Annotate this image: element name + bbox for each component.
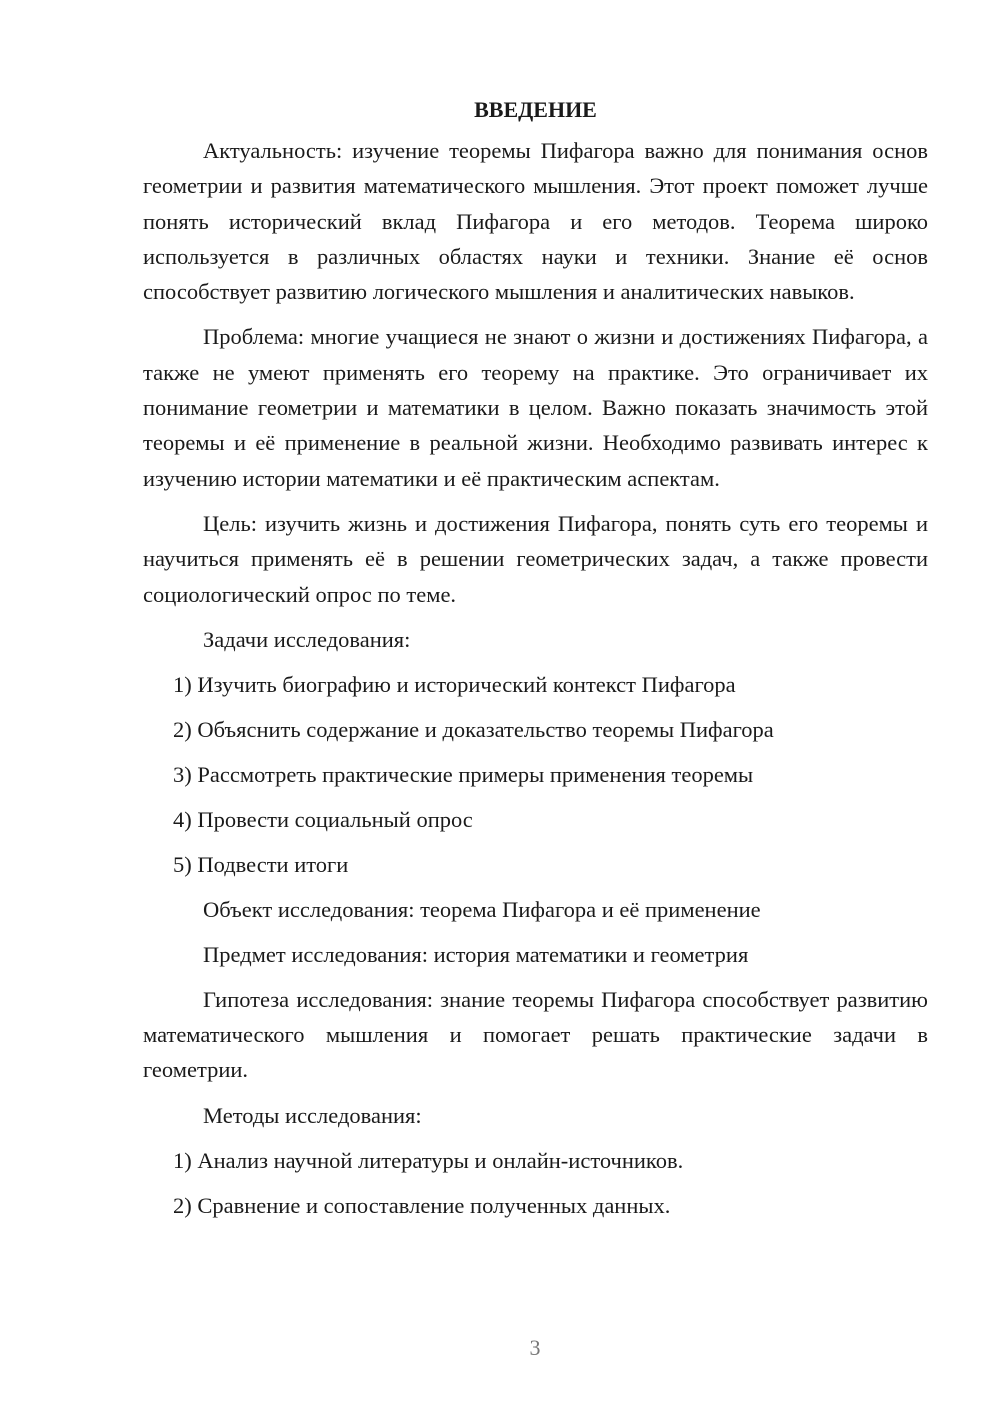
task-item-5: 5) Подвести итоги xyxy=(173,851,349,877)
page-number: 3 xyxy=(529,1335,541,1360)
goal-paragraph: Цель: изучить жизнь и достижения Пифагора, понять суть его теоремы и научиться применять её в решении геометрических задач, а также провести социологический опрос по теме. xyxy=(143,510,928,607)
research-object: Объект исследования: теорема Пифагора и её применение xyxy=(203,896,761,922)
task-item-3: 3) Рассмотреть практические примеры применения теоремы xyxy=(173,761,754,787)
tasks-heading: Задачи исследования: xyxy=(203,626,411,652)
relevance-paragraph: Актуальность: изучение теоремы Пифагора важно для понимания основ геометрии и развития математического мышления. Этот проект поможет лучше понять исторический вклад Пифагора и его методов. Теорема широко используется в различных областях науки и техники. Знание её основ способствует развитию логического мышления и аналитических навыков. xyxy=(143,138,928,305)
problem-paragraph: Проблема: многие учащиеся не знают о жизни и достижениях Пифагора, а также не умеют применять его теорему на практике. Это ограничивает их понимание геометрии и математики в целом. Важно показать значимость этой теоремы и её применение в реальной жизни. Необходимо развивать интерес к изучению истории математики и её практическим аспектам. xyxy=(143,324,928,491)
research-subject: Предмет исследования: история математики и геометрия xyxy=(203,941,749,967)
hypothesis-paragraph: Гипотеза исследования: знание теоремы Пифагора способствует развитию математического мышления и помогает решать практические задачи в геометрии. xyxy=(143,986,928,1083)
task-item-1: 1) Изучить биографию и исторический контекст Пифагора xyxy=(173,671,736,697)
task-item-4: 4) Провести социальный опрос xyxy=(173,806,473,832)
method-item-1: 1) Анализ научной литературы и онлайн-источников. xyxy=(173,1147,684,1173)
task-item-2: 2) Объяснить содержание и доказательство теоремы Пифагора xyxy=(173,716,774,742)
section-title: ВВЕДЕНИЕ xyxy=(474,97,597,122)
document-page xyxy=(143,92,928,1233)
method-item-2: 2) Сравнение и сопоставление полученных данных. xyxy=(173,1192,671,1218)
methods-heading: Методы исследования: xyxy=(203,1102,422,1128)
